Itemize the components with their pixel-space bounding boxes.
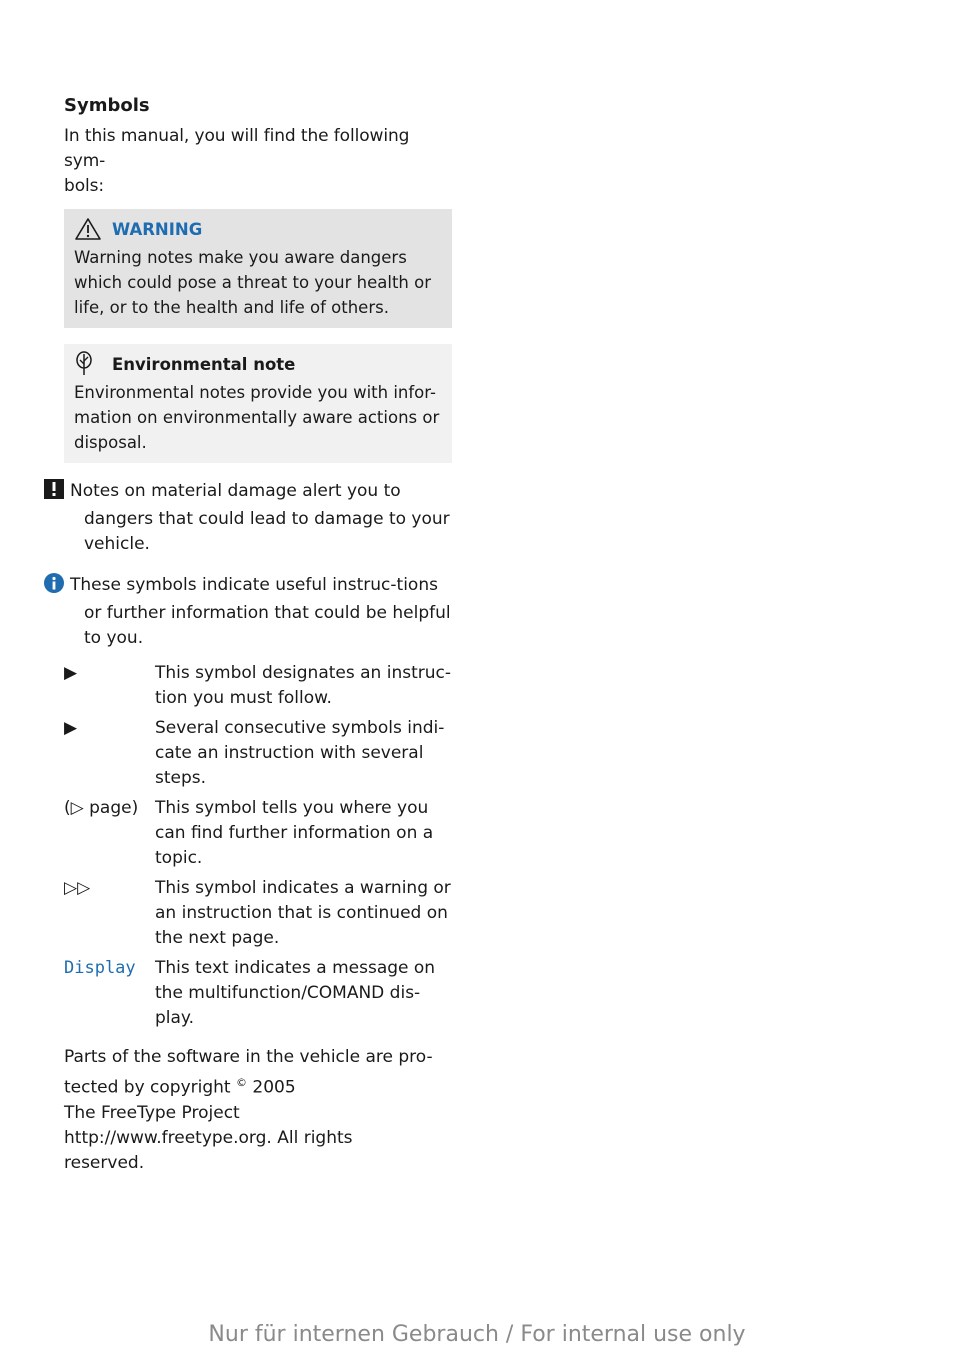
symbol-row — [64, 876, 452, 951]
symbol-description: Several consecutive symbols indi-cate an instruction with several steps. — [155, 718, 445, 788]
copyright-symbol: © — [236, 1076, 247, 1089]
damage-note — [64, 479, 452, 557]
symbol-row — [64, 661, 452, 711]
copyright-line-4: http://www.freetype.org. All rights — [64, 1127, 353, 1148]
copyright-notice — [64, 1045, 452, 1176]
symbol-description: This symbol indicates a warning or an instruction that is continued on the next page. — [155, 878, 451, 948]
warning-box — [64, 209, 452, 328]
warning-title: WARNING — [112, 219, 203, 239]
environmental-title: Environmental note — [112, 354, 296, 374]
info-note-text: These symbols indicate useful instruc-tions or further information that could be helpful to you. — [70, 575, 451, 648]
warning-body: Warning notes make you aware dangers which could pose a threat to your health or life, or to the health and life of others. — [74, 248, 431, 317]
symbol-key: (▷ page) — [64, 798, 139, 818]
page-content — [64, 94, 452, 1176]
symbol-list — [64, 661, 452, 1031]
damage-note-text: Notes on material damage alert you to dangers that could lead to damage to your vehicle. — [70, 481, 450, 554]
environmental-body: Environmental notes provide you with infor-mation on environmentally aware actions or disposal. — [74, 383, 440, 452]
warning-title-row — [74, 215, 442, 243]
symbol-row — [64, 716, 452, 791]
symbol-key: ▷▷ — [64, 878, 91, 898]
environmental-title-row — [74, 350, 442, 378]
symbol-row — [64, 796, 452, 871]
symbol-key-display: Display — [64, 958, 136, 978]
symbol-description: This text indicates a message on the multifunction/COMAND dis-play. — [155, 958, 436, 1028]
warning-triangle-icon — [74, 217, 112, 241]
environmental-note-box — [64, 344, 452, 463]
copyright-line-3: The FreeType Project — [64, 1102, 240, 1123]
symbol-key: ▶ — [64, 718, 78, 738]
info-note — [64, 573, 452, 651]
copyright-line-1: Parts of the software in the vehicle are pro- — [64, 1047, 433, 1067]
symbol-row — [64, 956, 452, 1031]
symbol-key: ▶ — [64, 663, 78, 683]
section-heading: Symbols — [64, 95, 150, 116]
copyright-line-5: reserved. — [64, 1152, 145, 1173]
internal-use-footer: Nur für internen Gebrauch / For internal use only — [208, 1322, 746, 1347]
intro-text: In this manual, you will find the following sym- bols: — [64, 126, 410, 196]
symbol-description: This symbol designates an instruc-tion you must follow. — [155, 663, 451, 708]
symbol-description: This symbol tells you where you can find further information on a topic. — [155, 798, 434, 868]
copyright-line-2: tected by copyright © 2005 — [64, 1076, 296, 1098]
leaf-icon — [74, 351, 112, 377]
